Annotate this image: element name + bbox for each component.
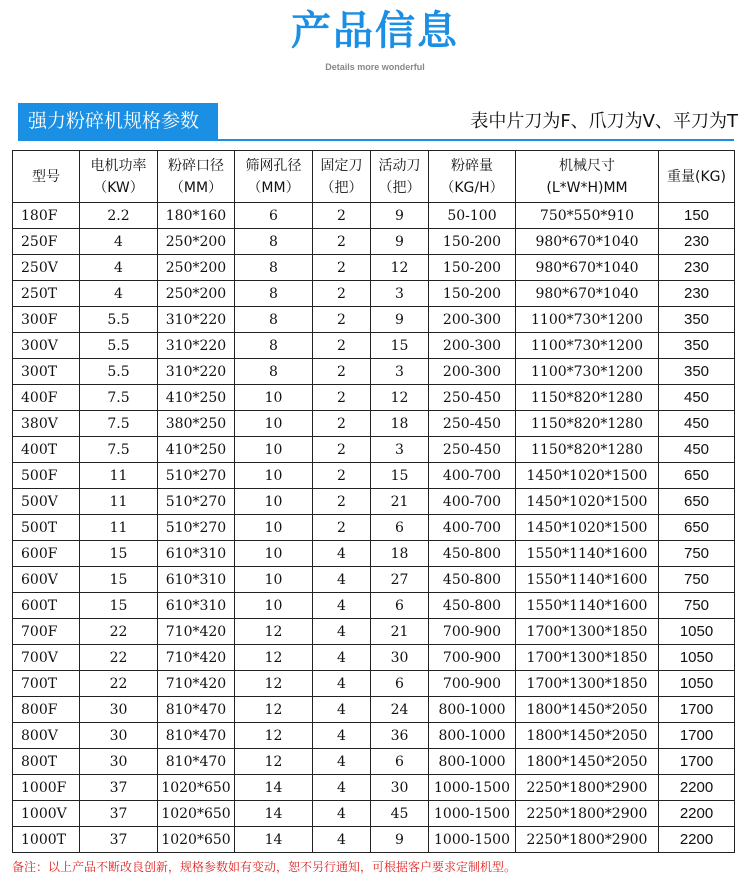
cell-screen-aperture: 14 bbox=[235, 801, 313, 827]
cell-motor-power: 15 bbox=[80, 541, 158, 567]
cell-dimensions: 1550*1140*1600 bbox=[516, 541, 659, 567]
cell-weight: 1050 bbox=[659, 619, 735, 645]
header-screen-aperture bbox=[235, 151, 313, 203]
header-text: 电机功率 bbox=[90, 157, 147, 174]
cell-moving-blades: 12 bbox=[371, 385, 429, 411]
cell-crushing-diameter: 310*220 bbox=[158, 359, 235, 385]
cell-dimensions: 2250*1800*2900 bbox=[516, 827, 659, 853]
cell-weight: 2200 bbox=[659, 827, 735, 853]
cell-dimensions: 750*550*910 bbox=[516, 203, 659, 229]
cell-dimensions: 1700*1300*1850 bbox=[516, 619, 659, 645]
cell-fixed-blades: 4 bbox=[313, 801, 371, 827]
cell-motor-power: 7.5 bbox=[80, 411, 158, 437]
cell-fixed-blades: 4 bbox=[313, 567, 371, 593]
cell-model: 600V bbox=[13, 567, 80, 593]
cell-dimensions: 1100*730*1200 bbox=[516, 333, 659, 359]
cell-moving-blades: 36 bbox=[371, 723, 429, 749]
cell-model: 1000T bbox=[13, 827, 80, 853]
header-text: （MM） bbox=[247, 179, 300, 196]
cell-moving-blades: 6 bbox=[371, 515, 429, 541]
table-row bbox=[13, 775, 735, 801]
cell-dimensions: 1450*1020*1500 bbox=[516, 463, 659, 489]
cell-crushing-diameter: 250*200 bbox=[158, 229, 235, 255]
cell-screen-aperture: 10 bbox=[235, 463, 313, 489]
cell-capacity: 700-900 bbox=[429, 619, 516, 645]
cell-crushing-diameter: 610*310 bbox=[158, 593, 235, 619]
cell-screen-aperture: 12 bbox=[235, 645, 313, 671]
cell-fixed-blades: 4 bbox=[313, 593, 371, 619]
header-text: 重量(KG) bbox=[667, 168, 726, 185]
cell-screen-aperture: 8 bbox=[235, 307, 313, 333]
cell-motor-power: 2.2 bbox=[80, 203, 158, 229]
cell-crushing-diameter: 310*220 bbox=[158, 333, 235, 359]
cell-moving-blades: 15 bbox=[371, 333, 429, 359]
cell-screen-aperture: 6 bbox=[235, 203, 313, 229]
header-text: 活动刀 bbox=[378, 157, 421, 174]
cell-weight: 230 bbox=[659, 255, 735, 281]
cell-fixed-blades: 4 bbox=[313, 619, 371, 645]
header-text: 筛网孔径 bbox=[245, 157, 302, 174]
cell-capacity: 250-450 bbox=[429, 437, 516, 463]
cell-model: 300T bbox=[13, 359, 80, 385]
cell-screen-aperture: 8 bbox=[235, 229, 313, 255]
cell-fixed-blades: 2 bbox=[313, 333, 371, 359]
cell-capacity: 250-450 bbox=[429, 385, 516, 411]
table-row bbox=[13, 515, 735, 541]
cell-motor-power: 4 bbox=[80, 255, 158, 281]
table-row bbox=[13, 385, 735, 411]
cell-motor-power: 11 bbox=[80, 463, 158, 489]
cell-capacity: 1000-1500 bbox=[429, 827, 516, 853]
cell-weight: 230 bbox=[659, 281, 735, 307]
cell-capacity: 400-700 bbox=[429, 463, 516, 489]
header-text: 型号 bbox=[32, 168, 60, 185]
table-row bbox=[13, 333, 735, 359]
table-row bbox=[13, 489, 735, 515]
cell-moving-blades: 21 bbox=[371, 489, 429, 515]
cell-capacity: 150-200 bbox=[429, 281, 516, 307]
cell-capacity: 200-300 bbox=[429, 307, 516, 333]
header-text: (L*W*H)MM bbox=[546, 179, 628, 196]
cell-weight: 450 bbox=[659, 385, 735, 411]
cell-motor-power: 11 bbox=[80, 515, 158, 541]
cell-dimensions: 1550*1140*1600 bbox=[516, 593, 659, 619]
table-row bbox=[13, 697, 735, 723]
header-model bbox=[13, 151, 80, 203]
cell-model: 500F bbox=[13, 463, 80, 489]
cell-fixed-blades: 2 bbox=[313, 411, 371, 437]
cell-weight: 1050 bbox=[659, 671, 735, 697]
cell-fixed-blades: 2 bbox=[313, 515, 371, 541]
cell-dimensions: 1100*730*1200 bbox=[516, 359, 659, 385]
cell-screen-aperture: 14 bbox=[235, 775, 313, 801]
cell-weight: 1700 bbox=[659, 723, 735, 749]
cell-motor-power: 5.5 bbox=[80, 333, 158, 359]
table-row bbox=[13, 749, 735, 775]
cell-screen-aperture: 8 bbox=[235, 281, 313, 307]
table-row bbox=[13, 593, 735, 619]
cell-dimensions: 1450*1020*1500 bbox=[516, 515, 659, 541]
cell-crushing-diameter: 1020*650 bbox=[158, 827, 235, 853]
cell-crushing-diameter: 710*420 bbox=[158, 619, 235, 645]
cell-screen-aperture: 8 bbox=[235, 333, 313, 359]
cell-moving-blades: 9 bbox=[371, 827, 429, 853]
header-text: 粉碎口径 bbox=[168, 157, 224, 174]
cell-crushing-diameter: 180*160 bbox=[158, 203, 235, 229]
cell-fixed-blades: 2 bbox=[313, 359, 371, 385]
cell-motor-power: 4 bbox=[80, 229, 158, 255]
cell-capacity: 450-800 bbox=[429, 567, 516, 593]
cell-model: 250V bbox=[13, 255, 80, 281]
cell-moving-blades: 9 bbox=[371, 229, 429, 255]
cell-dimensions: 1700*1300*1850 bbox=[516, 671, 659, 697]
cell-crushing-diameter: 610*310 bbox=[158, 541, 235, 567]
cell-motor-power: 7.5 bbox=[80, 385, 158, 411]
cell-crushing-diameter: 250*200 bbox=[158, 255, 235, 281]
cell-capacity: 800-1000 bbox=[429, 749, 516, 775]
cell-fixed-blades: 4 bbox=[313, 671, 371, 697]
cell-motor-power: 37 bbox=[80, 801, 158, 827]
cell-screen-aperture: 12 bbox=[235, 619, 313, 645]
cell-weight: 1700 bbox=[659, 749, 735, 775]
cell-model: 700T bbox=[13, 671, 80, 697]
cell-screen-aperture: 12 bbox=[235, 749, 313, 775]
cell-model: 300F bbox=[13, 307, 80, 333]
cell-dimensions: 1800*1450*2050 bbox=[516, 697, 659, 723]
spec-table bbox=[12, 150, 735, 853]
cell-motor-power: 5.5 bbox=[80, 359, 158, 385]
cell-moving-blades: 18 bbox=[371, 411, 429, 437]
cell-fixed-blades: 4 bbox=[313, 697, 371, 723]
cell-moving-blades: 3 bbox=[371, 281, 429, 307]
cell-model: 250T bbox=[13, 281, 80, 307]
cell-weight: 1700 bbox=[659, 697, 735, 723]
cell-screen-aperture: 12 bbox=[235, 671, 313, 697]
cell-capacity: 700-900 bbox=[429, 645, 516, 671]
cell-motor-power: 37 bbox=[80, 775, 158, 801]
cell-weight: 650 bbox=[659, 515, 735, 541]
table-row bbox=[13, 255, 735, 281]
cell-moving-blades: 27 bbox=[371, 567, 429, 593]
cell-crushing-diameter: 510*270 bbox=[158, 489, 235, 515]
cell-moving-blades: 30 bbox=[371, 775, 429, 801]
cell-dimensions: 980*670*1040 bbox=[516, 229, 659, 255]
cell-weight: 450 bbox=[659, 411, 735, 437]
header-text: 固定刀 bbox=[320, 157, 363, 174]
header-crushing-diameter bbox=[158, 151, 235, 203]
table-row bbox=[13, 463, 735, 489]
cell-motor-power: 30 bbox=[80, 697, 158, 723]
cell-screen-aperture: 12 bbox=[235, 723, 313, 749]
cell-dimensions: 2250*1800*2900 bbox=[516, 775, 659, 801]
cell-moving-blades: 12 bbox=[371, 255, 429, 281]
table-row bbox=[13, 411, 735, 437]
cell-weight: 2200 bbox=[659, 801, 735, 827]
cell-screen-aperture: 8 bbox=[235, 255, 313, 281]
cell-motor-power: 7.5 bbox=[80, 437, 158, 463]
cell-capacity: 150-200 bbox=[429, 229, 516, 255]
cell-motor-power: 15 bbox=[80, 593, 158, 619]
table-row bbox=[13, 541, 735, 567]
cell-screen-aperture: 8 bbox=[235, 359, 313, 385]
cell-fixed-blades: 4 bbox=[313, 645, 371, 671]
cell-screen-aperture: 10 bbox=[235, 437, 313, 463]
cell-screen-aperture: 10 bbox=[235, 593, 313, 619]
cell-fixed-blades: 4 bbox=[313, 775, 371, 801]
header-moving-blades bbox=[371, 151, 429, 203]
cell-crushing-diameter: 1020*650 bbox=[158, 775, 235, 801]
cell-capacity: 450-800 bbox=[429, 593, 516, 619]
cell-fixed-blades: 4 bbox=[313, 541, 371, 567]
header-text: （把） bbox=[320, 179, 363, 196]
cell-motor-power: 5.5 bbox=[80, 307, 158, 333]
cell-model: 800F bbox=[13, 697, 80, 723]
cell-fixed-blades: 2 bbox=[313, 385, 371, 411]
table-row bbox=[13, 619, 735, 645]
cell-model: 800V bbox=[13, 723, 80, 749]
cell-model: 600F bbox=[13, 541, 80, 567]
header-text: 机械尺寸 bbox=[559, 157, 615, 174]
table-row bbox=[13, 203, 735, 229]
cell-motor-power: 22 bbox=[80, 671, 158, 697]
cell-moving-blades: 45 bbox=[371, 801, 429, 827]
header-dimensions bbox=[516, 151, 659, 203]
cell-moving-blades: 3 bbox=[371, 359, 429, 385]
table-row bbox=[13, 229, 735, 255]
cell-model: 500T bbox=[13, 515, 80, 541]
cell-weight: 150 bbox=[659, 203, 735, 229]
cell-moving-blades: 3 bbox=[371, 437, 429, 463]
cell-fixed-blades: 4 bbox=[313, 723, 371, 749]
cell-dimensions: 1450*1020*1500 bbox=[516, 489, 659, 515]
section-label: 强力粉碎机规格参数 bbox=[18, 103, 218, 139]
cell-model: 700F bbox=[13, 619, 80, 645]
header-text: （KW） bbox=[93, 179, 144, 196]
cell-weight: 750 bbox=[659, 593, 735, 619]
cell-model: 1000V bbox=[13, 801, 80, 827]
cell-model: 400F bbox=[13, 385, 80, 411]
cell-moving-blades: 21 bbox=[371, 619, 429, 645]
cell-dimensions: 1700*1300*1850 bbox=[516, 645, 659, 671]
table-body bbox=[13, 203, 735, 853]
cell-fixed-blades: 4 bbox=[313, 749, 371, 775]
cell-motor-power: 22 bbox=[80, 619, 158, 645]
cell-dimensions: 2250*1800*2900 bbox=[516, 801, 659, 827]
header-text: （KG/H） bbox=[440, 179, 504, 196]
table-row bbox=[13, 281, 735, 307]
section-divider bbox=[18, 139, 734, 141]
table-header-row bbox=[13, 151, 735, 203]
cell-capacity: 700-900 bbox=[429, 671, 516, 697]
cell-motor-power: 30 bbox=[80, 723, 158, 749]
cell-model: 800T bbox=[13, 749, 80, 775]
cell-weight: 650 bbox=[659, 489, 735, 515]
cell-motor-power: 4 bbox=[80, 281, 158, 307]
cell-motor-power: 15 bbox=[80, 567, 158, 593]
cell-dimensions: 1550*1140*1600 bbox=[516, 567, 659, 593]
cell-model: 250F bbox=[13, 229, 80, 255]
cell-dimensions: 1150*820*1280 bbox=[516, 437, 659, 463]
cell-dimensions: 980*670*1040 bbox=[516, 255, 659, 281]
cell-fixed-blades: 4 bbox=[313, 827, 371, 853]
page-subtitle: Details more wonderful bbox=[325, 62, 425, 72]
cell-crushing-diameter: 250*200 bbox=[158, 281, 235, 307]
cell-model: 400T bbox=[13, 437, 80, 463]
header-capacity bbox=[429, 151, 516, 203]
cell-crushing-diameter: 510*270 bbox=[158, 515, 235, 541]
cell-weight: 350 bbox=[659, 307, 735, 333]
cell-weight: 1050 bbox=[659, 645, 735, 671]
cell-capacity: 800-1000 bbox=[429, 723, 516, 749]
cell-crushing-diameter: 810*470 bbox=[158, 749, 235, 775]
cell-dimensions: 1800*1450*2050 bbox=[516, 723, 659, 749]
header-fixed-blades bbox=[313, 151, 371, 203]
cell-screen-aperture: 14 bbox=[235, 827, 313, 853]
table-row bbox=[13, 723, 735, 749]
cell-model: 700V bbox=[13, 645, 80, 671]
cell-motor-power: 30 bbox=[80, 749, 158, 775]
cell-fixed-blades: 2 bbox=[313, 281, 371, 307]
cell-screen-aperture: 10 bbox=[235, 489, 313, 515]
header-text: 粉碎量 bbox=[451, 157, 493, 174]
cell-weight: 450 bbox=[659, 437, 735, 463]
cell-capacity: 150-200 bbox=[429, 255, 516, 281]
cell-weight: 750 bbox=[659, 567, 735, 593]
cell-capacity: 200-300 bbox=[429, 359, 516, 385]
cell-moving-blades: 9 bbox=[371, 307, 429, 333]
cell-moving-blades: 15 bbox=[371, 463, 429, 489]
cell-moving-blades: 6 bbox=[371, 593, 429, 619]
cell-model: 500V bbox=[13, 489, 80, 515]
cell-screen-aperture: 10 bbox=[235, 385, 313, 411]
cell-fixed-blades: 2 bbox=[313, 229, 371, 255]
cell-dimensions: 1150*820*1280 bbox=[516, 411, 659, 437]
header-motor-power bbox=[80, 151, 158, 203]
cell-weight: 750 bbox=[659, 541, 735, 567]
cell-moving-blades: 6 bbox=[371, 749, 429, 775]
cell-crushing-diameter: 710*420 bbox=[158, 645, 235, 671]
cell-capacity: 250-450 bbox=[429, 411, 516, 437]
cell-fixed-blades: 2 bbox=[313, 203, 371, 229]
header-weight bbox=[659, 151, 735, 203]
cell-crushing-diameter: 410*250 bbox=[158, 437, 235, 463]
table-row bbox=[13, 359, 735, 385]
cell-model: 600T bbox=[13, 593, 80, 619]
cell-moving-blades: 18 bbox=[371, 541, 429, 567]
cell-screen-aperture: 10 bbox=[235, 515, 313, 541]
cell-moving-blades: 30 bbox=[371, 645, 429, 671]
table-row bbox=[13, 567, 735, 593]
cell-capacity: 450-800 bbox=[429, 541, 516, 567]
cell-weight: 350 bbox=[659, 359, 735, 385]
cell-capacity: 1000-1500 bbox=[429, 801, 516, 827]
cell-weight: 230 bbox=[659, 229, 735, 255]
cell-fixed-blades: 2 bbox=[313, 437, 371, 463]
cell-crushing-diameter: 610*310 bbox=[158, 567, 235, 593]
cell-crushing-diameter: 510*270 bbox=[158, 463, 235, 489]
cell-crushing-diameter: 410*250 bbox=[158, 385, 235, 411]
cell-motor-power: 22 bbox=[80, 645, 158, 671]
table-row bbox=[13, 437, 735, 463]
cell-weight: 650 bbox=[659, 463, 735, 489]
cell-fixed-blades: 2 bbox=[313, 255, 371, 281]
cell-dimensions: 1800*1450*2050 bbox=[516, 749, 659, 775]
footnote: 备注：以上产品不断改良创新，规格参数如有变动，恕不另行通知，可根据客户要求定制机型。 bbox=[12, 860, 517, 874]
table-row bbox=[13, 307, 735, 333]
cell-fixed-blades: 2 bbox=[313, 463, 371, 489]
cell-moving-blades: 24 bbox=[371, 697, 429, 723]
cell-capacity: 400-700 bbox=[429, 489, 516, 515]
cell-screen-aperture: 10 bbox=[235, 567, 313, 593]
cell-capacity: 1000-1500 bbox=[429, 775, 516, 801]
cell-model: 380V bbox=[13, 411, 80, 437]
header-text: （把） bbox=[378, 179, 421, 196]
cell-crushing-diameter: 710*420 bbox=[158, 671, 235, 697]
cell-fixed-blades: 2 bbox=[313, 307, 371, 333]
cell-crushing-diameter: 310*220 bbox=[158, 307, 235, 333]
cell-screen-aperture: 10 bbox=[235, 411, 313, 437]
blade-type-note: 表中片刀为F、爪刀为V、平刀为T bbox=[470, 111, 738, 132]
cell-dimensions: 1100*730*1200 bbox=[516, 307, 659, 333]
cell-weight: 350 bbox=[659, 333, 735, 359]
cell-model: 180F bbox=[13, 203, 80, 229]
cell-model: 1000F bbox=[13, 775, 80, 801]
cell-screen-aperture: 10 bbox=[235, 541, 313, 567]
cell-dimensions: 1150*820*1280 bbox=[516, 385, 659, 411]
cell-motor-power: 37 bbox=[80, 827, 158, 853]
header-text: （MM） bbox=[169, 179, 223, 196]
cell-dimensions: 980*670*1040 bbox=[516, 281, 659, 307]
table-row bbox=[13, 801, 735, 827]
cell-capacity: 200-300 bbox=[429, 333, 516, 359]
table-row bbox=[13, 671, 735, 697]
cell-moving-blades: 9 bbox=[371, 203, 429, 229]
cell-capacity: 800-1000 bbox=[429, 697, 516, 723]
table-row bbox=[13, 827, 735, 853]
cell-weight: 2200 bbox=[659, 775, 735, 801]
cell-capacity: 400-700 bbox=[429, 515, 516, 541]
cell-screen-aperture: 12 bbox=[235, 697, 313, 723]
cell-fixed-blades: 2 bbox=[313, 489, 371, 515]
cell-crushing-diameter: 380*250 bbox=[158, 411, 235, 437]
cell-crushing-diameter: 810*470 bbox=[158, 697, 235, 723]
cell-crushing-diameter: 810*470 bbox=[158, 723, 235, 749]
table-row bbox=[13, 645, 735, 671]
cell-motor-power: 11 bbox=[80, 489, 158, 515]
page-title: 产品信息 bbox=[291, 8, 459, 54]
cell-model: 300V bbox=[13, 333, 80, 359]
cell-capacity: 50-100 bbox=[429, 203, 516, 229]
cell-moving-blades: 6 bbox=[371, 671, 429, 697]
cell-crushing-diameter: 1020*650 bbox=[158, 801, 235, 827]
